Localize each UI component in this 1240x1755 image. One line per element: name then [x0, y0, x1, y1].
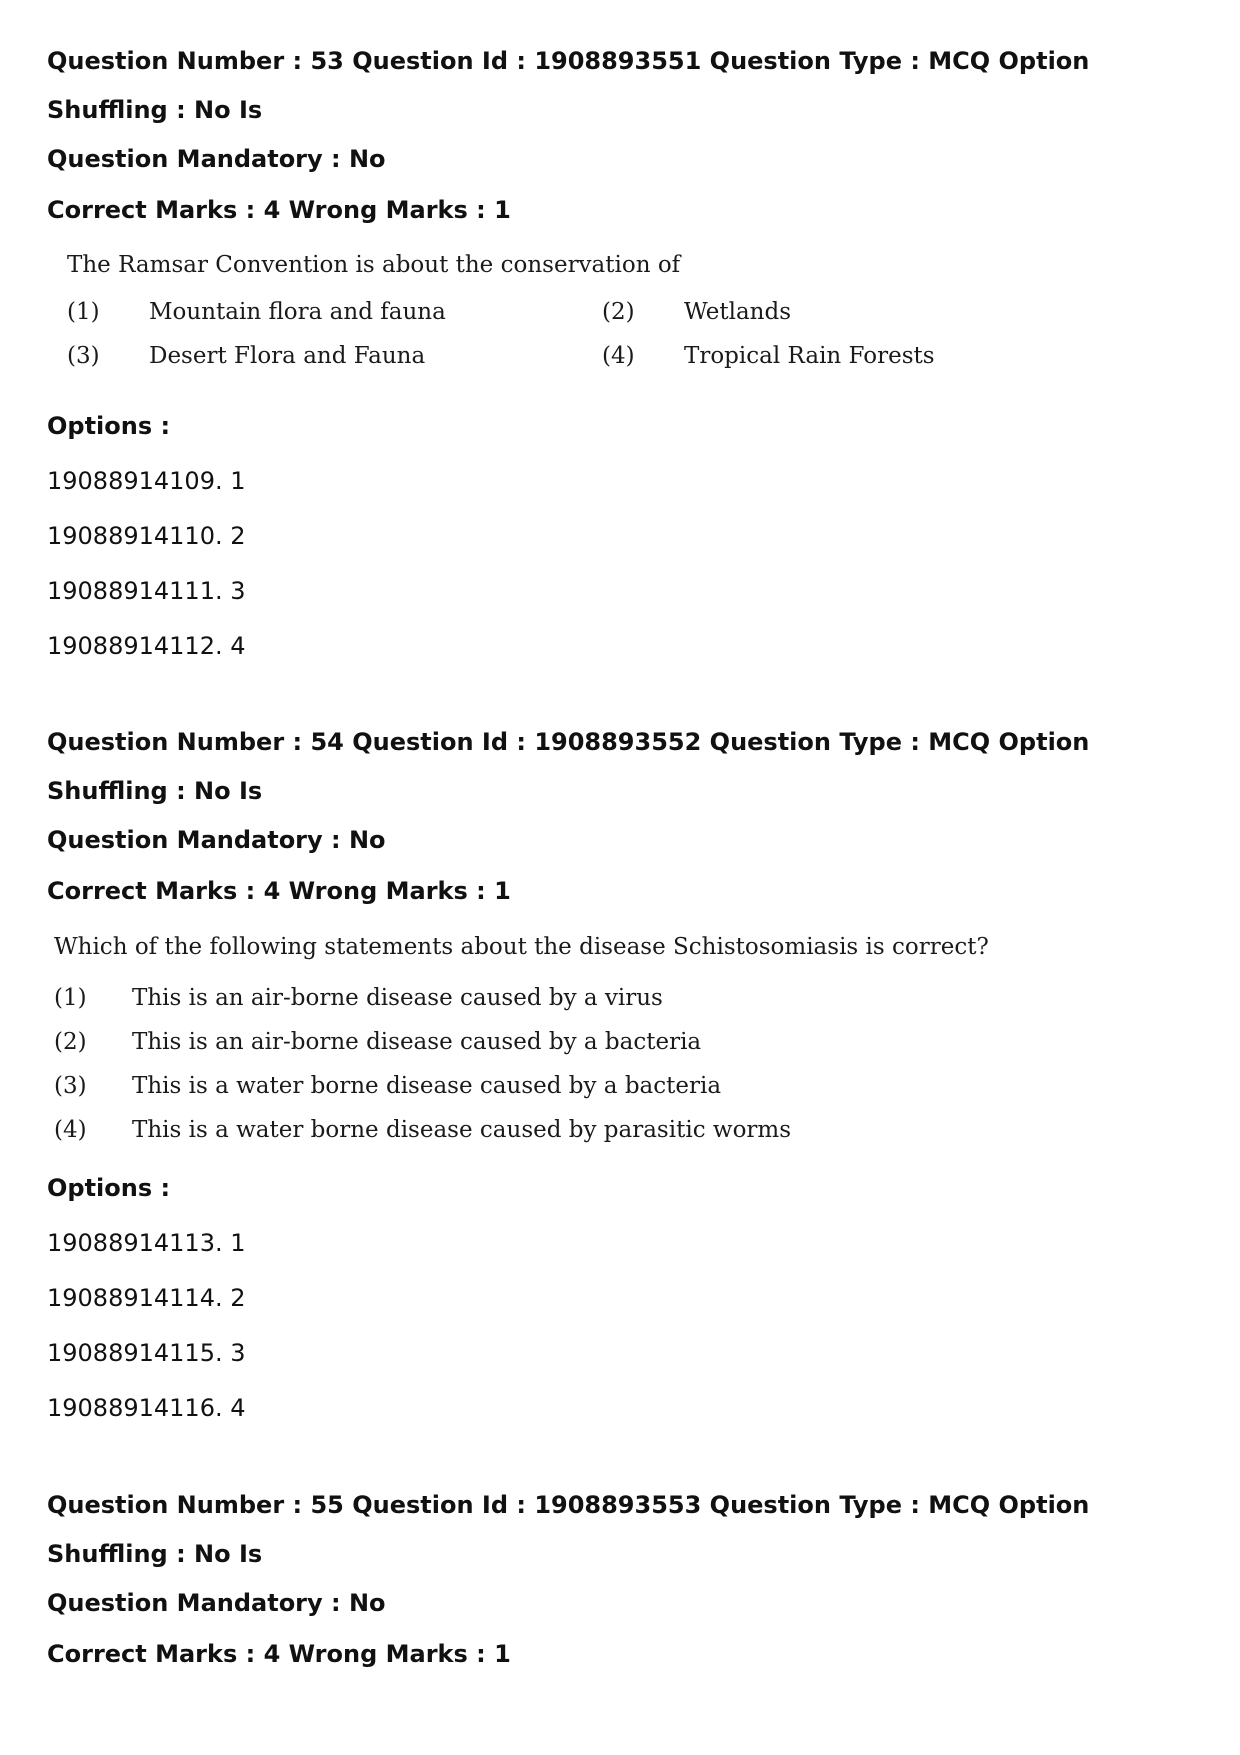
choice-text: Desert Flora and Fauna	[149, 343, 426, 369]
choice-item	[54, 1020, 1207, 1064]
options-title: Options :	[47, 412, 171, 440]
choice-number: (4)	[602, 343, 635, 369]
choice-text: This is a water borne disease caused by parasitic worms	[132, 1117, 792, 1143]
option-item: 19088914112. 4	[47, 632, 246, 660]
choice-list	[54, 976, 1207, 1152]
choice-number: (1)	[67, 299, 100, 325]
option-item: 19088914114. 2	[47, 1284, 246, 1312]
question-54	[47, 718, 1207, 1448]
choice-item	[67, 299, 446, 325]
choice-number: (4)	[54, 1117, 87, 1143]
option-item: 19088914113. 1	[47, 1229, 246, 1257]
choice-item	[54, 1064, 1207, 1108]
choice-item	[602, 343, 935, 369]
option-item: 19088914109. 1	[47, 467, 246, 495]
question-55	[47, 1481, 1207, 1669]
choice-text: Wetlands	[684, 299, 792, 325]
choice-item	[54, 1108, 1207, 1152]
marks-line: Correct Marks : 4 Wrong Marks : 1	[47, 877, 511, 905]
choice-text: This is an air-borne disease caused by a virus	[132, 985, 663, 1011]
choice-number: (2)	[602, 299, 635, 325]
question-53	[47, 37, 1207, 686]
choice-number: (3)	[54, 1073, 87, 1099]
option-item: 19088914110. 2	[47, 522, 246, 550]
options-list	[47, 466, 1207, 686]
options-list	[47, 1228, 1207, 1448]
option-item: 19088914111. 3	[47, 577, 246, 605]
option-item: 19088914115. 3	[47, 1339, 246, 1367]
question-header-line-1: Question Number : 55 Question Id : 1908893553 Question Type : MCQ Option Shuffling : No Is	[47, 1491, 1090, 1568]
choice-item	[54, 976, 1207, 1020]
choice-text: Mountain flora and fauna	[149, 299, 446, 325]
choice-text: This is a water borne disease caused by a bacteria	[132, 1073, 722, 1099]
question-header-line-2: Question Mandatory : No	[47, 1589, 386, 1617]
question-header	[47, 1481, 1207, 1628]
choice-item	[67, 343, 425, 369]
choice-text: This is an air-borne disease caused by a bacteria	[132, 1029, 702, 1055]
option-item: 19088914116. 4	[47, 1394, 246, 1422]
question-header	[47, 37, 1207, 184]
choice-grid	[47, 299, 1207, 389]
marks-line: Correct Marks : 4 Wrong Marks : 1	[47, 1640, 511, 1668]
question-header-line-1: Question Number : 53 Question Id : 1908893551 Question Type : MCQ Option Shuffling : No Is	[47, 47, 1090, 124]
options-title: Options :	[47, 1174, 171, 1202]
marks-line: Correct Marks : 4 Wrong Marks : 1	[47, 196, 511, 224]
choice-number: (2)	[54, 1029, 87, 1055]
question-header-line-2: Question Mandatory : No	[47, 145, 386, 173]
question-header-line-2: Question Mandatory : No	[47, 826, 386, 854]
choice-number: (1)	[54, 985, 87, 1011]
question-header-line-1: Question Number : 54 Question Id : 1908893552 Question Type : MCQ Option Shuffling : No Is	[47, 728, 1090, 805]
question-header	[47, 718, 1207, 865]
choice-number: (3)	[67, 343, 100, 369]
question-stem: Which of the following statements about the disease Schistosomiasis is correct?	[54, 934, 989, 960]
question-stem: The Ramsar Convention is about the conservation of	[67, 252, 681, 278]
choice-text: Tropical Rain Forests	[684, 343, 935, 369]
choice-item	[602, 299, 791, 325]
